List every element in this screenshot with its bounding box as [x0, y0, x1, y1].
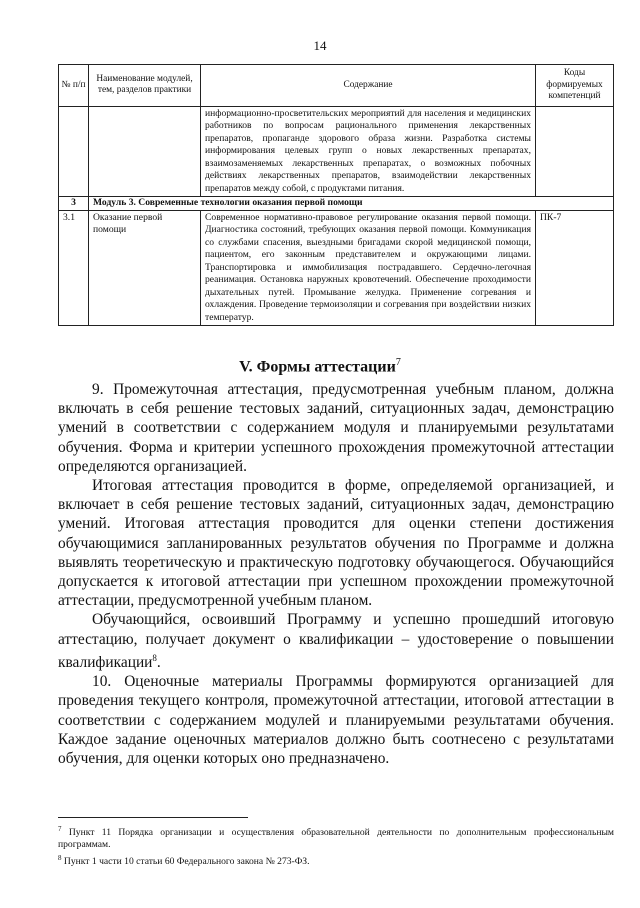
header-content: Содержание: [201, 65, 536, 107]
paragraph: Итоговая аттестация проводится в форме, определяемой организацией, и включает в себя решение тестовых заданий, ситуационных задач, демонстрацию умений. Итоговая аттестация проводится для оценки степени достижения обучающимися запланированных результатов обучения по Программе и должна выявлять теоретическую и практическую подготовку обучающегося. Обучающийся допускается к итоговой аттестации при успешном прохождении промежуточной аттестации, предусмотренной учебным планом.: [58, 477, 614, 610]
body-text: [58, 380, 614, 768]
paragraph: 9. Промежуточная аттестация, предусмотренная учебным планом, должна включать в себя решение тестовых заданий, ситуационных задач, демонстрацию умений в соответствии с содержанием модуля и планируемыми результатами обучения. Форма и критерии успешного прохождения промежуточной аттестации определяются организацией.: [58, 381, 614, 475]
footnote: $^8$ Пункт 1 части 10 статьи 60 Федерального закона № 273-ФЗ.: [58, 853, 310, 867]
paragraph: 10. Оценочные материалы Программы формируются организацией для проведения текущего контроля, промежуточной аттестации, итоговой аттестации в соответствии с содержанием модулей и планируемыми результатами обучения. Каждое задание оценочных материалов должно быть соотнесено с результатами обучения, для оценки которых оно предназначено.: [58, 673, 614, 767]
table-row: [59, 210, 614, 326]
header-num: № п/п: [59, 65, 89, 107]
row-code: ПК-7: [536, 210, 614, 326]
program-table: [58, 64, 614, 326]
section-title: V. Формы аттестации$^7$: [239, 357, 401, 376]
table-row: [59, 106, 614, 197]
footnote-divider: [58, 817, 248, 818]
footnotes: [58, 823, 614, 868]
module-row: [59, 197, 614, 211]
row-content: информационно-просветительских мероприятий для населения и медицинских работников по вопросам рационального применения лекарственных препаратов, пропаганде здорового образа жизни. Разработка системы информирования целевых групп о новых лекарственных препаратах, взаимозаменяемых лекарственных препаратах, о возможных побочных действиях лекарственных препаратов, взаимодействии лекарственных препаратов между собой, с продуктами питания.: [201, 106, 536, 197]
table-header-row: [59, 65, 614, 107]
paragraph: Обучающийся, освоивший Программу и успешно прошедший итоговую аттестацию, получает документ о квалификации – удостоверение о повышении квалификации$^8$.: [58, 611, 614, 671]
module-title: Модуль 3. Современные технологии оказания первой помощи: [89, 197, 614, 211]
header-codes: Коды формируемых компетенций: [536, 65, 614, 107]
row-num: 3.1: [59, 210, 89, 326]
footnote: $^7$ Пункт 11 Порядка организации и осуществления образовательной деятельности по дополнительным профессиональным программам.: [58, 825, 614, 851]
page-number: 14: [313, 38, 327, 53]
row-name: Оказание первой помощи: [89, 210, 201, 326]
row-content: Современное нормативно-правовое регулирование оказания первой помощи. Диагностика состояний, требующих оказания первой помощи. Коммуникация со службами спасения, выездными бригадами скорой медицинской помощи, пациентом, его законным представителем и окружающими лицами. Транспортировка и иммобилизация пострадавшего. Сердечно-легочная реанимация. Остановка наружных кровотечений. Обеспечение проходимости дыхательных путей. Промывание желудка. Применение согревания и охлаждения. Проведение термоизоляции и согревания при воздействии низких температур.: [201, 210, 536, 326]
module-num: 3: [59, 197, 89, 211]
footnote-ref: 8: [152, 652, 157, 663]
footnote-ref: 7: [395, 357, 401, 368]
header-name: Наименование модулей, тем, разделов практики: [89, 65, 201, 107]
